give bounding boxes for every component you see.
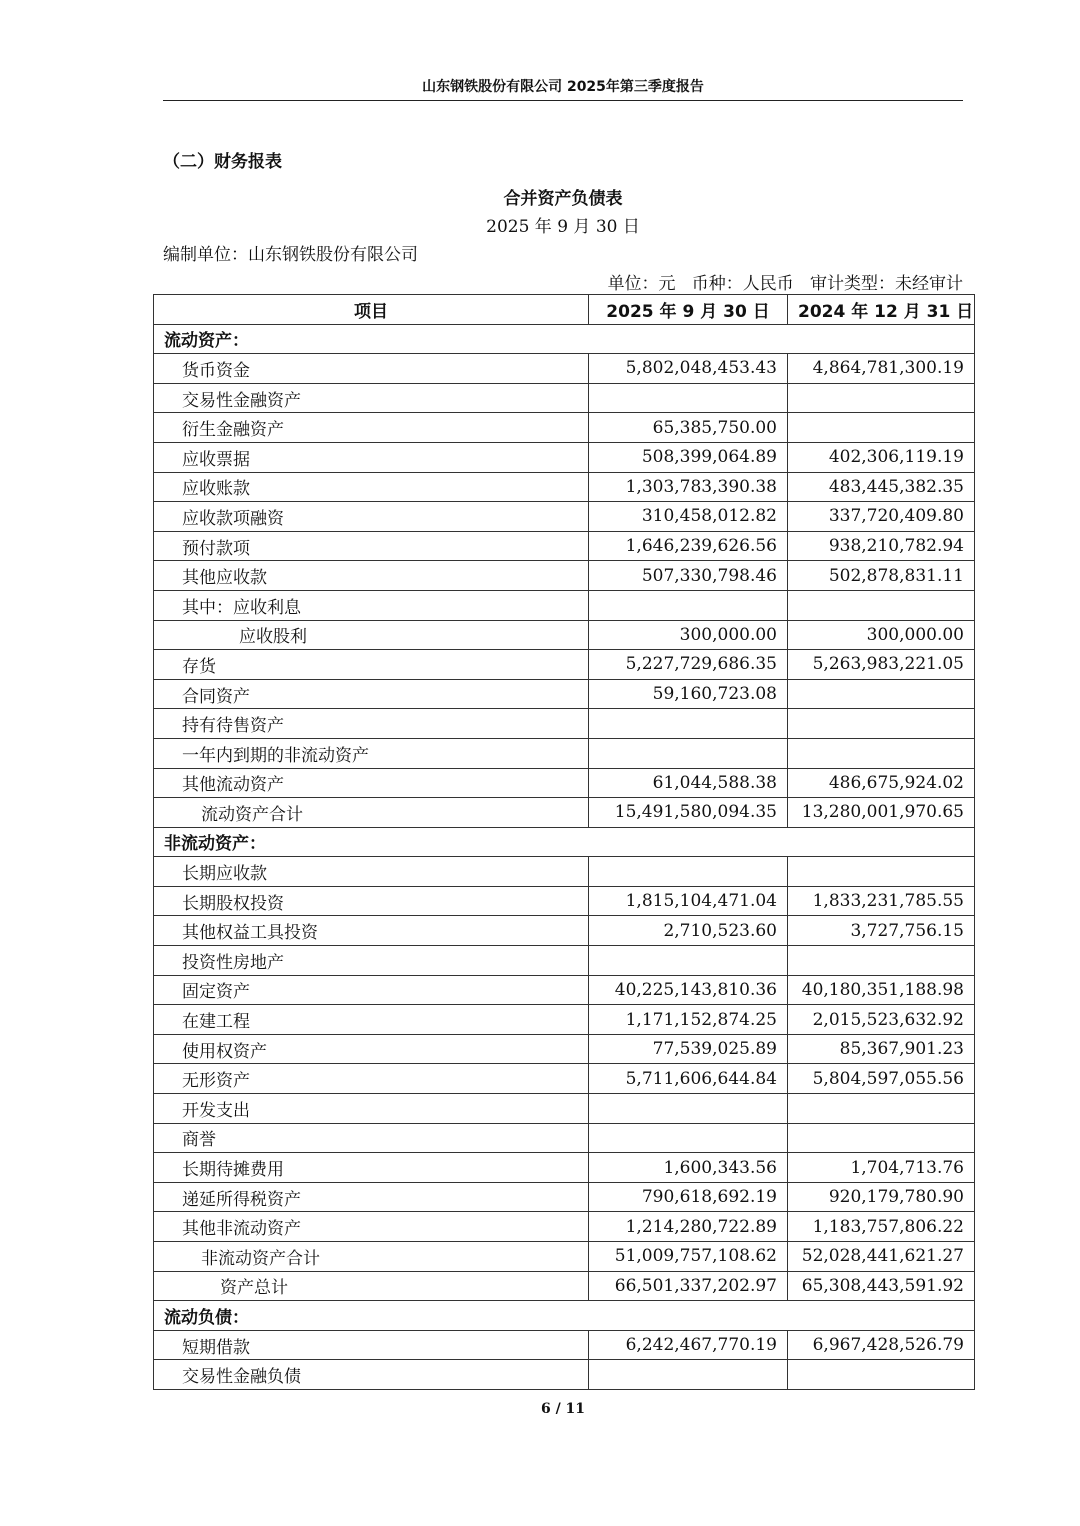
row-label: 应收票据 <box>154 442 589 472</box>
section-blank-cell <box>589 324 788 354</box>
value-2025 <box>589 590 788 620</box>
value-2025: 2,710,523.60 <box>589 916 788 946</box>
unit-currency-audit-line: 单位：元 币种：人民币 审计类型：未经审计 <box>607 274 963 294</box>
value-2025: 1,171,152,874.25 <box>589 1005 788 1035</box>
column-header-item: 项目 <box>154 295 589 325</box>
row-label: 应收款项融资 <box>154 502 589 532</box>
value-2024: 40,180,351,188.98 <box>788 975 975 1005</box>
row-label: 短期借款 <box>154 1330 589 1360</box>
row-label: 流动资产合计 <box>154 798 589 828</box>
value-2025: 51,009,757,108.62 <box>589 1242 788 1272</box>
table-row <box>154 886 975 916</box>
value-2025: 5,711,606,644.84 <box>589 1064 788 1094</box>
table-row <box>154 1182 975 1212</box>
column-header-2024: 2024 年 12 月 31 日 <box>788 295 975 325</box>
value-2025 <box>589 857 788 887</box>
value-2024: 483,445,382.35 <box>788 472 975 502</box>
value-2024 <box>788 413 975 443</box>
page-header: 山东钢铁股份有限公司 2025年第三季度报告 <box>422 79 704 95</box>
table-row <box>154 916 975 946</box>
row-label: 合同资产 <box>154 679 589 709</box>
value-2024 <box>788 679 975 709</box>
row-label: 使用权资产 <box>154 1034 589 1064</box>
value-2024: 85,367,901.23 <box>788 1034 975 1064</box>
value-2024 <box>788 946 975 976</box>
value-2024 <box>788 857 975 887</box>
row-label: 无形资产 <box>154 1064 589 1094</box>
table-row <box>154 1242 975 1272</box>
value-2024: 5,804,597,055.56 <box>788 1064 975 1094</box>
value-2025: 1,214,280,722.89 <box>589 1212 788 1242</box>
row-label: 其他应收款 <box>154 561 589 591</box>
table-row <box>154 383 975 413</box>
table-row <box>154 531 975 561</box>
row-label: 商誉 <box>154 1123 589 1153</box>
value-2025: 300,000.00 <box>589 620 788 650</box>
table-row <box>154 590 975 620</box>
row-label: 在建工程 <box>154 1005 589 1035</box>
table-header-row <box>154 295 975 325</box>
row-label: 资产总计 <box>154 1271 589 1301</box>
row-label: 长期应收款 <box>154 857 589 887</box>
section-label: 非流动资产： <box>154 827 589 857</box>
table-row <box>154 857 975 887</box>
value-2025: 508,399,064.89 <box>589 442 788 472</box>
table-row <box>154 1034 975 1064</box>
table-row <box>154 650 975 680</box>
row-label: 持有待售资产 <box>154 709 589 739</box>
value-2024 <box>788 1123 975 1153</box>
value-2024: 1,183,757,806.22 <box>788 1212 975 1242</box>
value-2024: 337,720,409.80 <box>788 502 975 532</box>
section-row <box>154 1301 975 1331</box>
value-2024 <box>788 590 975 620</box>
row-label: 其他流动资产 <box>154 768 589 798</box>
table-row <box>154 946 975 976</box>
table-row <box>154 798 975 828</box>
value-2025: 5,227,729,686.35 <box>589 650 788 680</box>
value-2024 <box>788 383 975 413</box>
value-2024: 402,306,119.19 <box>788 442 975 472</box>
row-label: 投资性房地产 <box>154 946 589 976</box>
section-blank-cell <box>788 827 975 857</box>
preparer-line: 编制单位：山东钢铁股份有限公司 <box>163 245 418 265</box>
value-2025 <box>589 946 788 976</box>
value-2025: 1,600,343.56 <box>589 1153 788 1183</box>
table-row <box>154 502 975 532</box>
row-label: 其他非流动资产 <box>154 1212 589 1242</box>
value-2024: 938,210,782.94 <box>788 531 975 561</box>
row-label: 开发支出 <box>154 1094 589 1124</box>
value-2025: 1,303,783,390.38 <box>589 472 788 502</box>
section-blank-cell <box>589 1301 788 1331</box>
value-2025: 61,044,588.38 <box>589 768 788 798</box>
value-2025 <box>589 1094 788 1124</box>
page-number: 6 / 11 <box>540 1401 586 1417</box>
value-2024: 2,015,523,632.92 <box>788 1005 975 1035</box>
table-row <box>154 1330 975 1360</box>
row-label: 长期股权投资 <box>154 886 589 916</box>
value-2025 <box>589 383 788 413</box>
value-2024: 502,878,831.11 <box>788 561 975 591</box>
value-2024: 300,000.00 <box>788 620 975 650</box>
value-2025: 65,385,750.00 <box>589 413 788 443</box>
value-2025 <box>589 1360 788 1390</box>
value-2024: 65,308,443,591.92 <box>788 1271 975 1301</box>
section-row <box>154 324 975 354</box>
row-label: 一年内到期的非流动资产 <box>154 738 589 768</box>
section-blank-cell <box>589 827 788 857</box>
value-2024 <box>788 1094 975 1124</box>
value-2025 <box>589 1123 788 1153</box>
section-blank-cell <box>788 1301 975 1331</box>
table-row <box>154 1271 975 1301</box>
value-2024: 1,833,231,785.55 <box>788 886 975 916</box>
value-2024 <box>788 709 975 739</box>
row-label: 预付款项 <box>154 531 589 561</box>
value-2025: 6,242,467,770.19 <box>589 1330 788 1360</box>
table-row <box>154 1005 975 1035</box>
value-2025: 1,815,104,471.04 <box>589 886 788 916</box>
header-divider <box>163 100 963 101</box>
row-label: 递延所得税资产 <box>154 1182 589 1212</box>
table-row <box>154 1094 975 1124</box>
row-label: 长期待摊费用 <box>154 1153 589 1183</box>
table-row <box>154 709 975 739</box>
value-2024: 486,675,924.02 <box>788 768 975 798</box>
row-label: 应收账款 <box>154 472 589 502</box>
table-row <box>154 1360 975 1390</box>
row-label: 衍生金融资产 <box>154 413 589 443</box>
table-row <box>154 975 975 1005</box>
value-2025 <box>589 738 788 768</box>
row-label: 交易性金融资产 <box>154 383 589 413</box>
column-header-2025: 2025 年 9 月 30 日 <box>589 295 788 325</box>
value-2024: 52,028,441,621.27 <box>788 1242 975 1272</box>
row-label: 其他权益工具投资 <box>154 916 589 946</box>
value-2025: 15,491,580,094.35 <box>589 798 788 828</box>
value-2024: 5,263,983,221.05 <box>788 650 975 680</box>
table-row <box>154 413 975 443</box>
value-2025: 310,458,012.82 <box>589 502 788 532</box>
table-row <box>154 1153 975 1183</box>
balance-sheet-table <box>153 294 975 1390</box>
value-2025: 790,618,692.19 <box>589 1182 788 1212</box>
table-row <box>154 1123 975 1153</box>
row-label: 固定资产 <box>154 975 589 1005</box>
table-row <box>154 1212 975 1242</box>
table-row <box>154 1064 975 1094</box>
value-2024: 3,727,756.15 <box>788 916 975 946</box>
table-body <box>154 324 975 1389</box>
table-row <box>154 442 975 472</box>
value-2025: 5,802,048,453.43 <box>589 354 788 384</box>
value-2024: 6,967,428,526.79 <box>788 1330 975 1360</box>
table-row <box>154 768 975 798</box>
section-blank-cell <box>788 324 975 354</box>
value-2025: 40,225,143,810.36 <box>589 975 788 1005</box>
section-title: （二）财务报表 <box>163 152 282 172</box>
row-label: 应收股利 <box>154 620 589 650</box>
value-2025: 1,646,239,626.56 <box>589 531 788 561</box>
section-label: 流动资产： <box>154 324 589 354</box>
table-row <box>154 472 975 502</box>
value-2025: 59,160,723.08 <box>589 679 788 709</box>
value-2024: 1,704,713.76 <box>788 1153 975 1183</box>
row-label: 交易性金融负债 <box>154 1360 589 1390</box>
value-2024: 920,179,780.90 <box>788 1182 975 1212</box>
row-label: 非流动资产合计 <box>154 1242 589 1272</box>
value-2024: 4,864,781,300.19 <box>788 354 975 384</box>
value-2025: 507,330,798.46 <box>589 561 788 591</box>
row-label: 其中：应收利息 <box>154 590 589 620</box>
value-2025: 66,501,337,202.97 <box>589 1271 788 1301</box>
value-2025: 77,539,025.89 <box>589 1034 788 1064</box>
table-row <box>154 620 975 650</box>
section-row <box>154 827 975 857</box>
section-label: 流动负债： <box>154 1301 589 1331</box>
table-title: 合并资产负债表 <box>503 189 623 209</box>
table-row <box>154 679 975 709</box>
value-2024: 13,280,001,970.65 <box>788 798 975 828</box>
table-row <box>154 738 975 768</box>
value-2025 <box>589 709 788 739</box>
report-date: 2025 年 9 月 30 日 <box>486 217 640 237</box>
row-label: 货币资金 <box>154 354 589 384</box>
table-row <box>154 354 975 384</box>
value-2024 <box>788 738 975 768</box>
row-label: 存货 <box>154 650 589 680</box>
value-2024 <box>788 1360 975 1390</box>
table-row <box>154 561 975 591</box>
